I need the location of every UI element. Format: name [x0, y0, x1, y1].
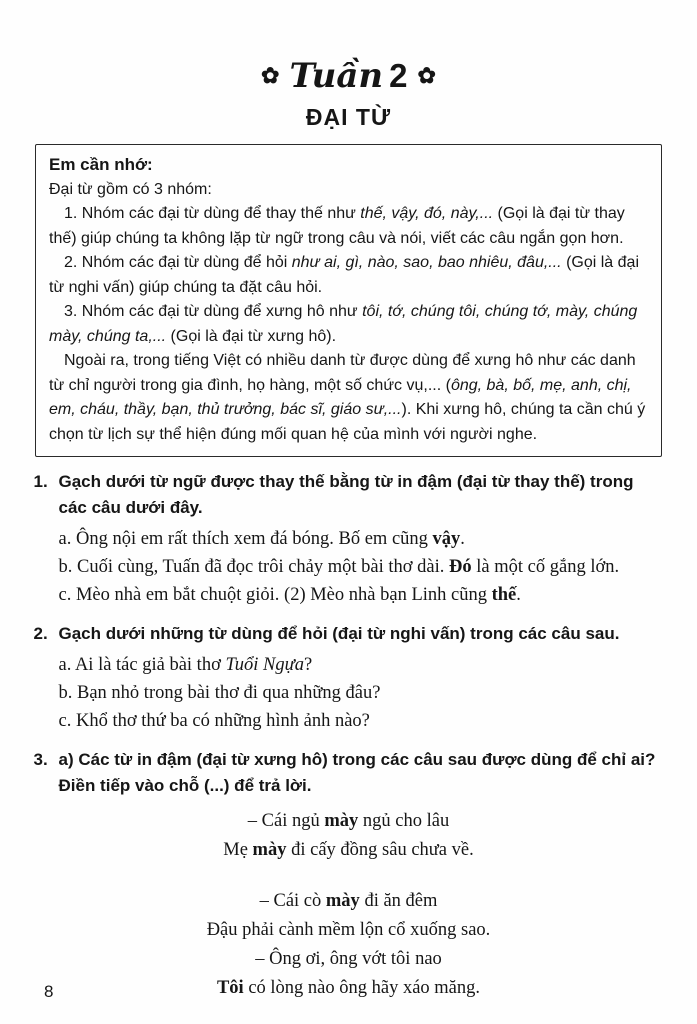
memo-paragraph-1: 1. Nhóm các đại từ dùng để thay thế như thế, vậy, đó, này,... (Gọi là đại từ thay thế) giúp chúng ta không lặp từ ngữ trong câu và nói, viết các câu ngắn gọn hơn.: [49, 205, 625, 247]
poem-2-line-3: – Ông ơi, ông vớt tôi nao: [255, 949, 442, 969]
exercise-3-heading: [34, 747, 664, 799]
poem-1: [34, 807, 664, 865]
flower-icon: ✿: [417, 63, 436, 88]
memo-intro: Đại từ gồm có 3 nhóm:: [49, 180, 212, 198]
poem-2: [34, 887, 664, 1003]
exercise-1-title: Gạch dưới từ ngữ được thay thế bằng từ in đậm (đại từ thay thế) trong các câu dưới đây.: [58, 472, 634, 517]
exercise-list: [34, 469, 664, 1003]
poem-2-line-4: Tôi có lòng nào ông hãy xáo măng.: [216, 978, 481, 998]
exercise-2-number: 2.: [33, 624, 48, 643]
exercise-3-number: 3.: [33, 750, 48, 769]
exercise-2: [34, 621, 664, 735]
exercise-1-heading: [34, 469, 664, 521]
page-number: 8: [44, 982, 54, 1001]
poem-1-line-2: Mẹ mày đi cấy đồng sâu chưa về.: [223, 840, 474, 860]
poem-2-line-2: Đậu phải cành mềm lộn cổ xuống sao.: [206, 920, 491, 940]
memo-box: [35, 144, 662, 457]
exercise-2-item-a: a. Ai là tác giả bài thơ Tuổi Ngựa?: [58, 655, 313, 675]
exercise-3-title: a) Các từ in đậm (đại từ xưng hô) trong các câu sau được dùng để chỉ ai? Điền tiếp vào chỗ (...) để trả lời.: [58, 750, 656, 795]
page-title: ĐẠI TỪ: [305, 104, 392, 130]
page-header: [0, 56, 697, 131]
exercise-1-number: 1.: [33, 472, 48, 491]
flower-icon: ✿: [261, 63, 280, 88]
memo-paragraph-3: 3. Nhóm các đại từ dùng để xưng hô như tôi, tớ, chúng tôi, chúng tớ, mày, chúng mày, chúng ta,... (Gọi là đại từ xưng hô).: [49, 303, 638, 345]
exercise-2-item-b: b. Bạn nhỏ trong bài thơ đi qua những đâu?: [58, 683, 381, 703]
week-title: [0, 56, 697, 96]
exercise-1: [34, 469, 664, 609]
memo-paragraph-4: Ngoài ra, trong tiếng Việt có nhiều danh từ được dùng để xưng hô như các danh từ chỉ người trong gia đình, họ hàng, một số chức vụ,... (ông, bà, bố, mẹ, anh, chị, em, cháu, thầy, bạn, thủ trưởng, bác sĩ, giáo sư,...). Khi xưng hô, chúng ta cần chú ý chọn từ lịch sự thể hiện đúng mối quan hệ của mình với người nghe.: [49, 352, 646, 443]
poem-1-line-1: – Cái ngủ mày ngủ cho lâu: [247, 811, 450, 831]
memo-paragraph-2: 2. Nhóm các đại từ dùng để hỏi như ai, gì, nào, sao, bao nhiêu, đâu,... (Gọi là đại từ nghi vấn) giúp chúng ta đặt câu hỏi.: [49, 254, 639, 296]
week-label: Tuần: [289, 56, 384, 96]
exercise-1-item-a: a. Ông nội em rất thích xem đá bóng. Bố em cũng vậy.: [58, 529, 465, 549]
poem-2-line-1: – Cái cò mày đi ăn đêm: [259, 891, 438, 911]
memo-heading: Em cần nhớ:: [49, 155, 153, 174]
exercise-3: [34, 747, 664, 1003]
exercise-2-heading: [34, 621, 664, 647]
exercise-2-item-c: c. Khổ thơ thứ ba có những hình ảnh nào?: [58, 711, 370, 731]
exercise-1-item-b: b. Cuối cùng, Tuấn đã đọc trôi chảy một bài thơ dài. Đó là một cố gắng lớn.: [58, 557, 620, 577]
exercise-2-title: Gạch dưới những từ dùng để hỏi (đại từ nghi vấn) trong các câu sau.: [58, 624, 620, 643]
exercise-1-item-c: c. Mèo nhà em bắt chuột giỏi. (2) Mèo nhà bạn Linh cũng thế.: [58, 585, 521, 605]
week-number: 2: [389, 57, 408, 94]
